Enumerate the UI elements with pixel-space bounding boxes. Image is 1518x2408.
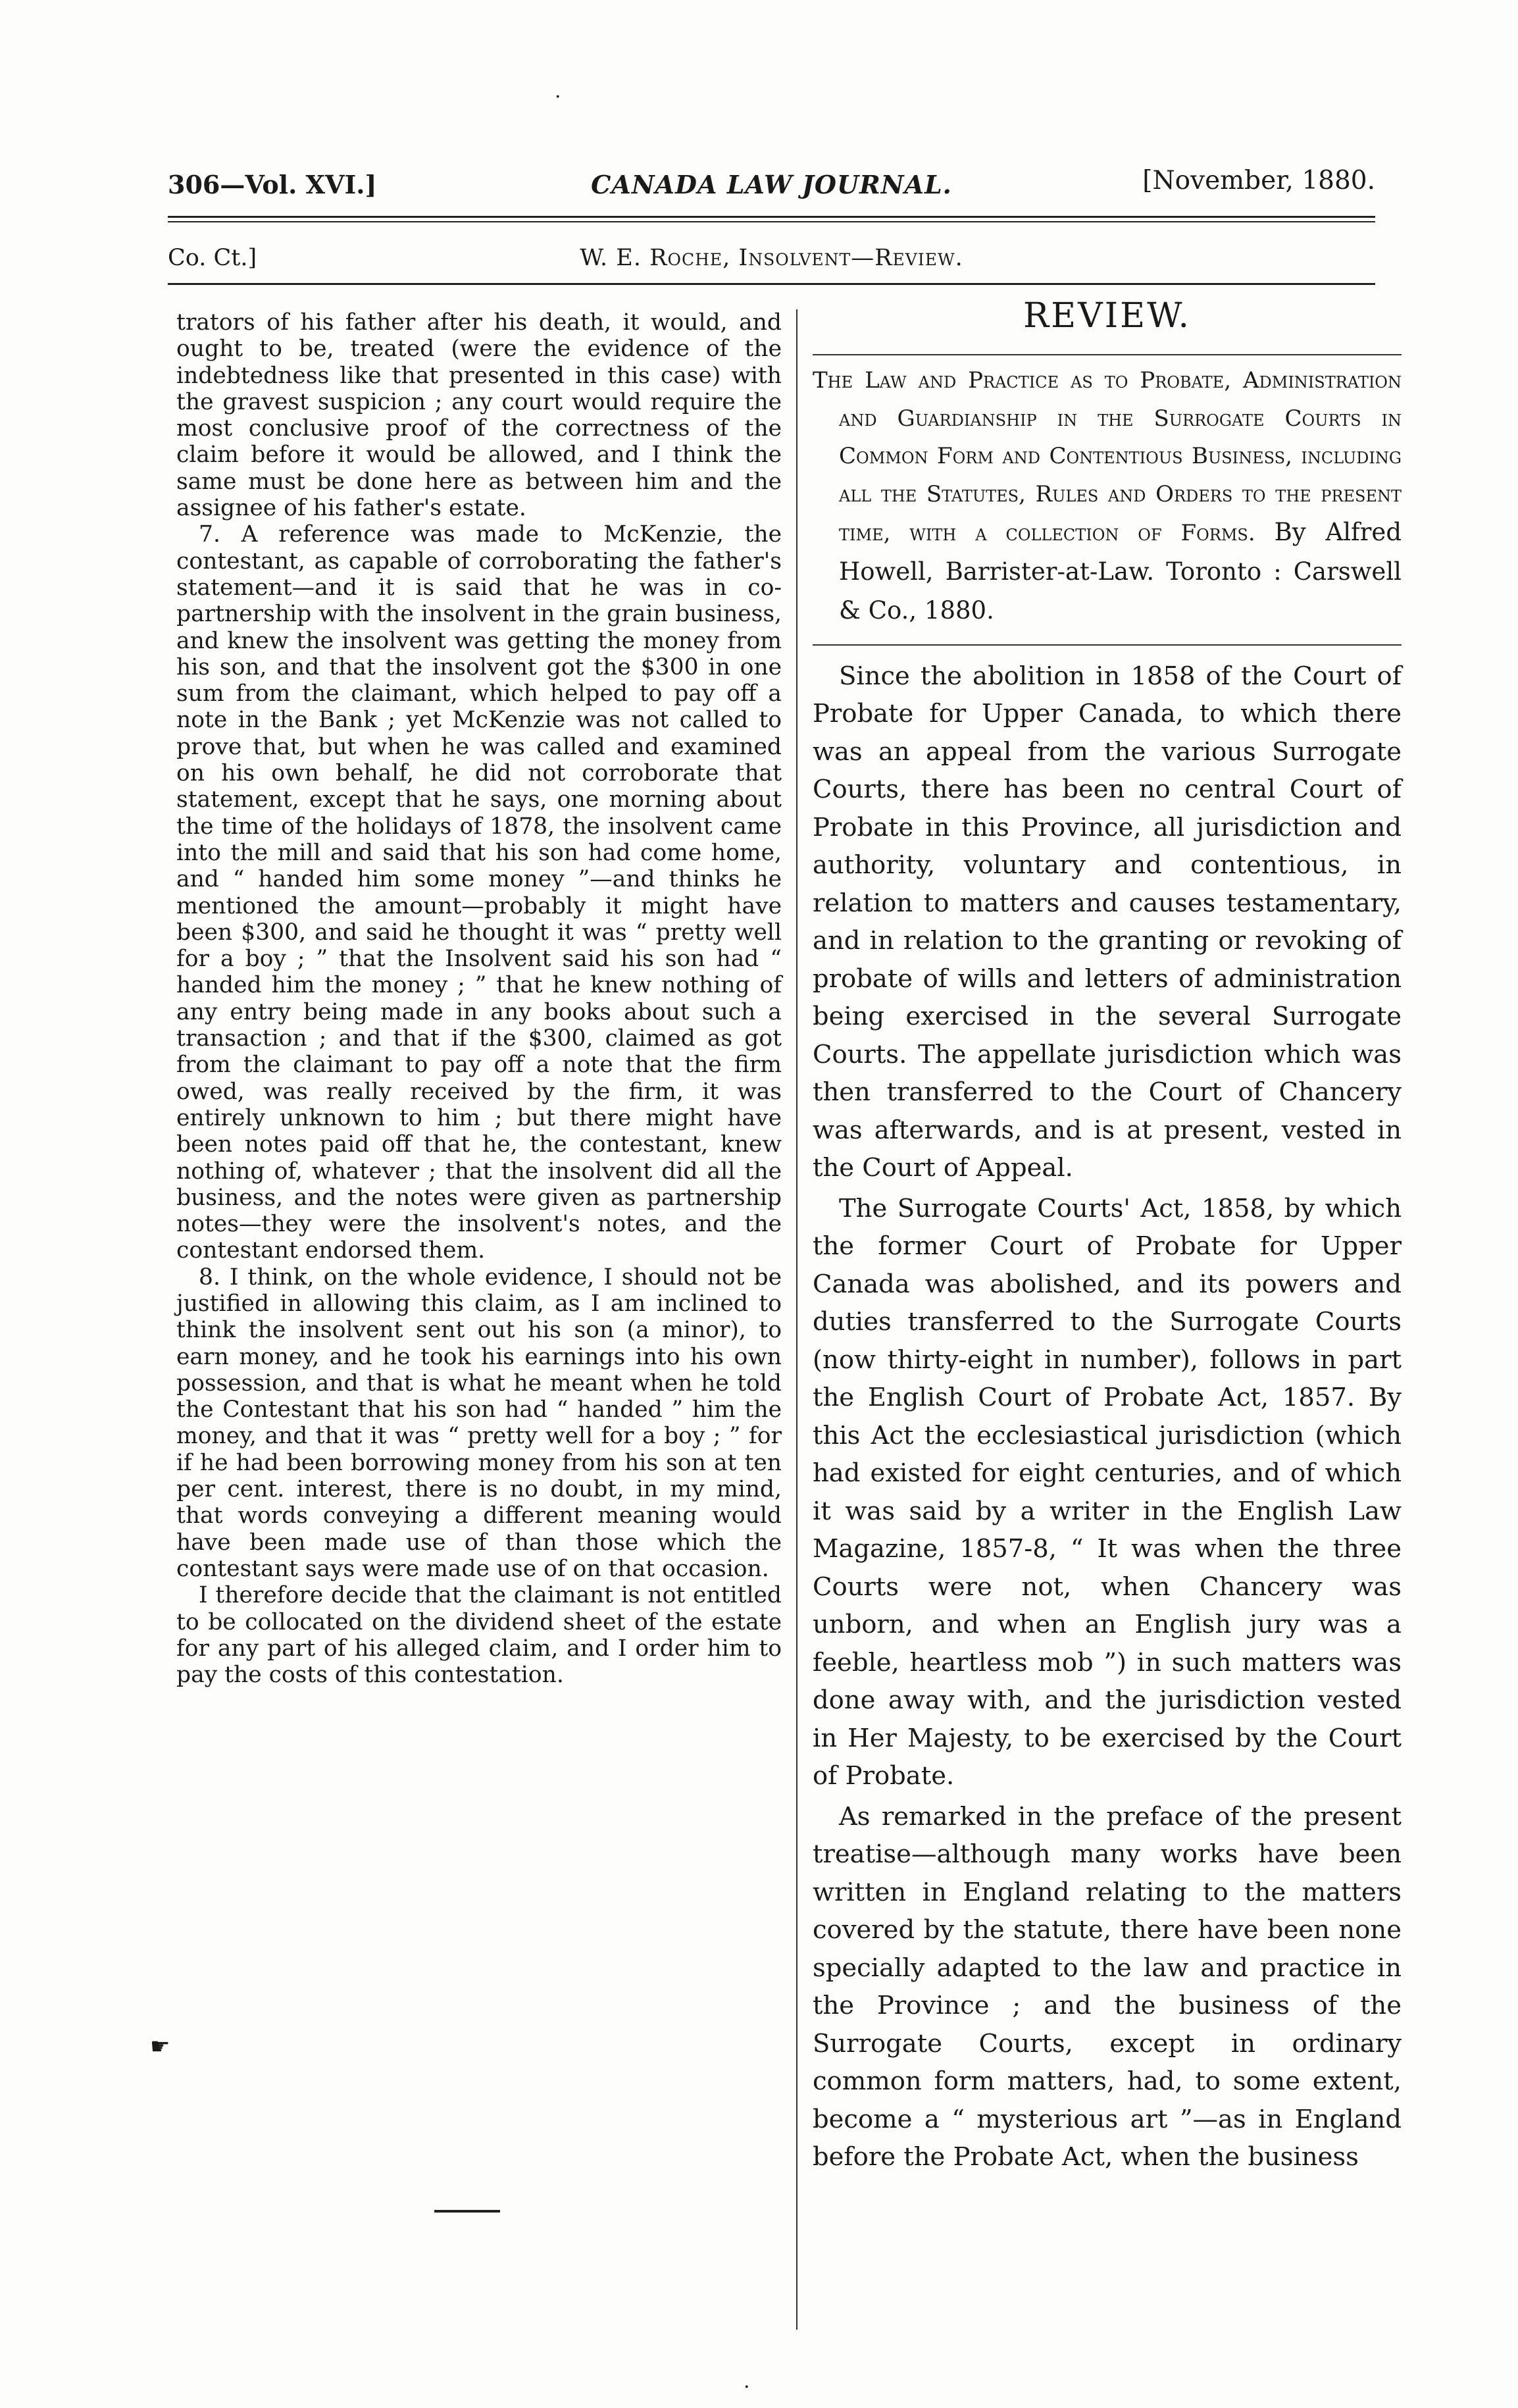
reviewed-book-title: The Law and Practice as to Probate, Administration and Guardianship in the Surrogate Courts in Common Form and Contentious Business, including all the Statutes, Rules and Orders to the present time, with a collection of Forms. (813, 367, 1402, 546)
review-heading: REVIEW. (1023, 296, 1192, 336)
running-head-volume: 306—Vol. XVI.] (168, 170, 377, 199)
review-paragraph-2: The Surrogate Courts' Act, 1858, by which the former Court of Probate for Upper Canada was abolished, and its powers and duties transferred to the Surrogate Courts (now thirty-eight in number), follows in part the English Court of Probate Act, 1857. By this Act the ecclesiastical jurisdiction (which had existed for eight centuries, and of which it was said by a writer in the English Law Magazine, 1857-8, “ It was when the three Courts were not, when Chancery was unborn, and when an English jury was a feeble, heartless mob ”) in such matters was done away with, and the jurisdiction vested in Her Majesty, to be exercised by the Court of Probate. (813, 1193, 1402, 1791)
left-paragraph-3: 8. I think, on the whole evidence, I should not be justified in allowing this claim, as I am inclined to think the insolvent sent out his son (a minor), to earn money, and he took his earnings into his own possession, and that is what he meant when he told the Contestant that his son had “ handed ” him the money, and that it was “ pretty well for a boy ; ” for if he had been borrowing money from his son at ten per cent. interest, there is no doubt, in my mind, that words conveying a different meaning would have been made use of than those which the contestant says were made use of on that occasion. (176, 1264, 782, 1582)
review-paragraph-1: Since the abolition in 1858 of the Court of Probate for Upper Canada, to which there was an appeal from the various Surrogate Courts, there has been no central Court of Probate in this Province, all jurisdiction and authority, voluntary and contentious, in relation to matters and causes testamentary, and in relation to the granting or revoking of probate of wills and letters of administration being exercised in the several Surrogate Courts. The appellate jurisdiction which was then transferred to the Court of Chancery was afterwards, and is at present, vested in the Court of Appeal. (813, 661, 1402, 1183)
right-column (813, 290, 1402, 2179)
margin-pointer-mark: ☛ (150, 2034, 170, 2060)
left-paragraph-2: 7. A reference was made to McKenzie, the contestant, as capable of corroborating the father's statement—and it is said that he was in co-partnership with the insolvent in the grain business, and knew the insolvent was getting the money from his son, and that the insolvent got the $300 in one sum from the claimant, which helped to pay off a note in the Bank ; yet McKenzie was not called to prove that, but when he was called and examined on his own behalf, he did not corroborate that statement, except that he says, one morning about the time of the holidays of 1878, the insolvent came into the mill and said that his son had come home, and “ handed him some money ”—and thinks he mentioned the amount—probably it might have been $300, and said he thought it was “ pretty well for a boy ; ” that the Insolvent said his son had “ handed him the money ; ” that he knew nothing of any entry being made in any books about such a transaction ; and that if the $300, claimed as got from the claimant to pay off a note that the firm owed, was really received by the firm, it was entirely unknown to him ; but there might have been notes paid off that he, the contestant, knew nothing of, whatever ; that the insolvent did all the business, and the notes were given as partnership notes—they were the insolvent's notes, and the contestant endorsed them. (176, 521, 782, 1264)
subhead-case: W. E. Roche, Insolvent—Review. (580, 245, 963, 271)
left-column (176, 309, 782, 1688)
reviewed-book-author: By Alfred Howell, Barrister-at-Law. Toronto : Carswell & Co., 1880. (839, 518, 1402, 625)
speck-top: · (555, 86, 561, 109)
article-end-rule (434, 2210, 500, 2213)
running-head (168, 166, 1375, 205)
running-head-journal: CANADA LAW JOURNAL. (591, 170, 952, 199)
subhead-court: Co. Ct.] (168, 245, 257, 271)
citation-rule (813, 644, 1402, 646)
speck-bottom: · (744, 2376, 750, 2399)
header-double-rule (168, 216, 1375, 222)
review-paragraph-3: As remarked in the preface of the present treatise—although many works have been written in England relating to the matters covered by the statute, there have been none specially adapted to the law and practice in the Province ; and the business of the Surrogate Courts, except in ordinary common form matters, had, to some extent, become a “ mysterious art ”—as in England before the Probate Act, when the business (813, 1801, 1402, 2172)
column-divider (796, 309, 797, 2330)
reviewed-book-citation (813, 362, 1402, 631)
running-head-date: [November, 1880. (1142, 166, 1375, 195)
review-heading-rule (813, 354, 1402, 355)
left-paragraph-4: I therefore decide that the claimant is not entitled to be collocated on the dividend sheet of the estate for any part of his alleged claim, and I order him to pay the costs of this contestation. (176, 1582, 782, 1689)
subhead-rule (168, 283, 1375, 285)
left-paragraph-1: trators of his father after his death, it would, and ought to be, treated (were the evidence of the indebtedness like that presented in this case) with the gravest suspicion ; any court would require the most conclusive proof of the correctness of the claim before it would be allowed, and I think the same must be done here as between him and the assignee of his father's estate. (176, 309, 782, 522)
section-subhead (168, 245, 1375, 278)
